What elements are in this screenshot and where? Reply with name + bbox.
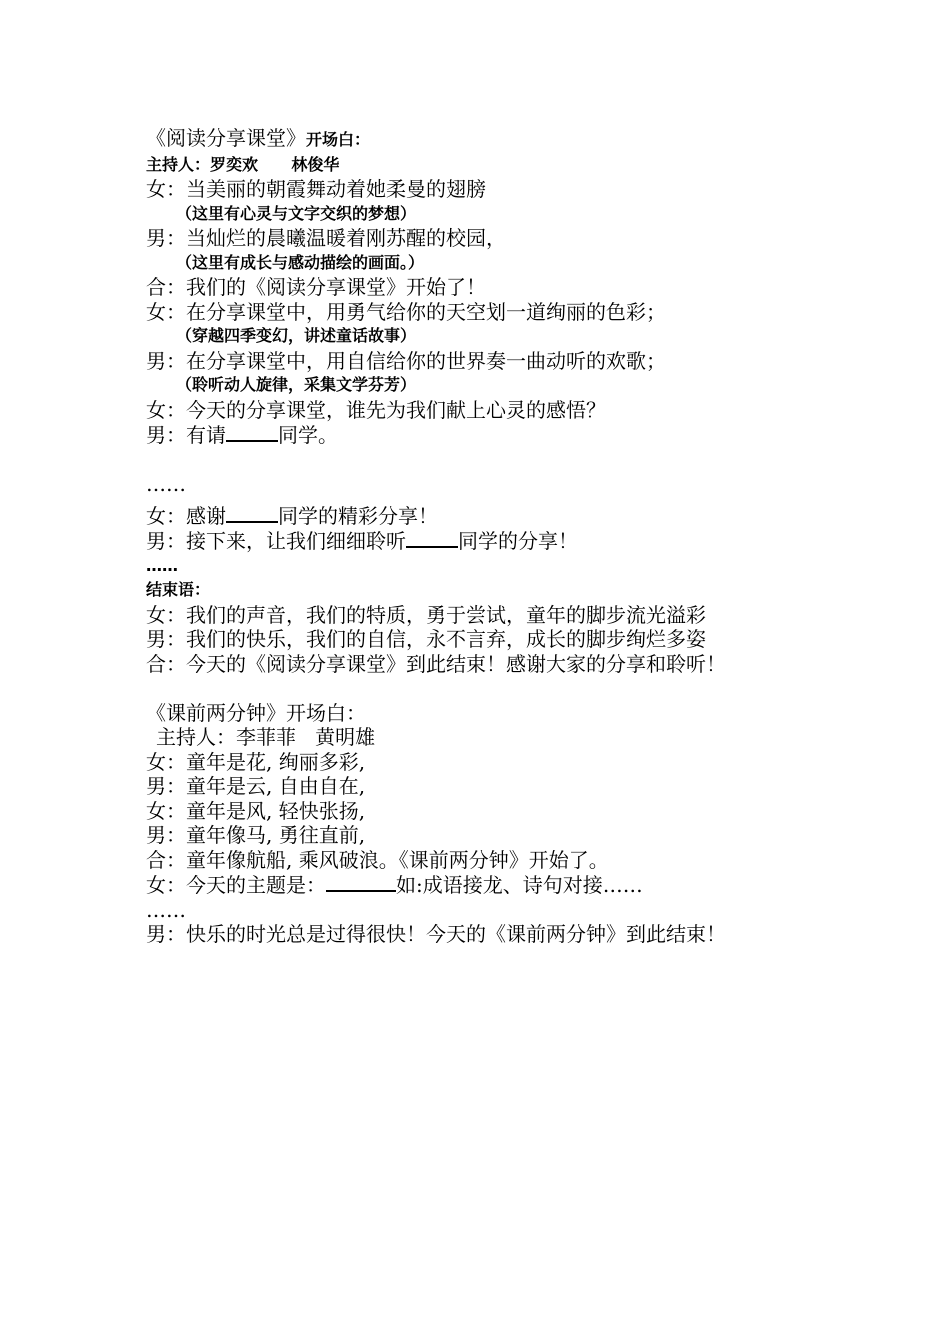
ellipsis: …… bbox=[146, 555, 178, 575]
document-page bbox=[146, 126, 846, 947]
thanks-prefix: 女：感谢 bbox=[146, 503, 226, 528]
next-suffix: 同学的分享！ bbox=[458, 529, 578, 553]
reading-hosts: 主持人：罗奕欢 林俊华 bbox=[146, 154, 340, 174]
invite-line bbox=[146, 422, 846, 448]
two-minutes-title: 《课前两分钟》开场白： bbox=[146, 700, 366, 725]
two-minutes-hosts: 主持人：李菲菲 黄明雄 bbox=[156, 725, 376, 749]
script-note: （这里有成长与感动描绘的画面。） bbox=[176, 252, 425, 272]
script-line: 女：今天的分享课堂，谁先为我们献上心灵的感悟？ bbox=[146, 397, 606, 422]
reading-title-suffix: 开场白： bbox=[306, 130, 371, 149]
spacer bbox=[146, 448, 846, 473]
script-line: 合：我们的《阅读分享课堂》开始了！ bbox=[146, 275, 486, 299]
name-blank bbox=[226, 422, 278, 442]
theme-line bbox=[146, 872, 846, 898]
spacer bbox=[146, 676, 846, 701]
closing-title: 结束语： bbox=[146, 580, 211, 599]
script-line: 合：童年像航船, 乘风破浪。《课前两分钟》开始了。 bbox=[146, 847, 609, 872]
script-note: （穿越四季变幻，讲述童话故事） bbox=[176, 326, 417, 345]
script-line: 女：童年是风, 轻快张扬, bbox=[146, 798, 366, 823]
end-line: 男：快乐的时光总是过得很快！今天的《课前两分钟》到此结束！ bbox=[146, 922, 726, 946]
reading-title bbox=[146, 126, 846, 153]
reading-title-name: 《阅读分享课堂》 bbox=[146, 126, 306, 150]
script-line: 男：在分享课堂中，用自信给你的世界奏一曲动听的欢歌； bbox=[146, 348, 666, 373]
closing-line: 女：我们的声音，我们的特质，勇于尝试，童年的脚步流光溢彩 bbox=[146, 602, 706, 627]
closing-line: 合：今天的《阅读分享课堂》到此结束！感谢大家的分享和聆听！ bbox=[146, 651, 726, 676]
script-note: （聆听动人旋律，采集文学芬芳） bbox=[176, 375, 417, 394]
script-line: 男：童年是云, 自由自在, bbox=[146, 774, 366, 798]
name-blank bbox=[406, 528, 458, 548]
theme-suffix: 如:成语接龙、诗句对接…… bbox=[396, 873, 643, 897]
next-prefix: 男：接下来，让我们细细聆听 bbox=[146, 529, 406, 553]
script-note: （这里有心灵与文字交织的梦想） bbox=[176, 203, 417, 223]
closing-line: 男：我们的快乐，我们的自信，永不言弃，成长的脚步绚烂多姿 bbox=[146, 627, 706, 651]
thanks-line bbox=[146, 503, 846, 529]
script-line: 女：童年是花, 绚丽多彩, bbox=[146, 749, 366, 774]
theme-blank bbox=[326, 872, 396, 892]
invite-prefix: 男：有请 bbox=[146, 423, 226, 447]
thanks-suffix: 同学的精彩分享！ bbox=[278, 503, 438, 528]
script-line: 女：在分享课堂中，用勇气给你的天空划一道绚丽的色彩； bbox=[146, 299, 666, 324]
name-blank bbox=[226, 503, 278, 523]
script-line: 男：童年像马, 勇往直前, bbox=[146, 823, 366, 847]
next-line bbox=[146, 528, 846, 554]
script-line: 女：当美丽的朝霞舞动着她柔曼的翅膀 bbox=[146, 177, 486, 201]
ellipsis: …… bbox=[146, 897, 186, 922]
theme-prefix: 女：今天的主题是： bbox=[146, 873, 326, 897]
ellipsis: …… bbox=[146, 472, 186, 496]
script-line: 男：当灿烂的晨曦温暖着刚苏醒的校园， bbox=[146, 226, 506, 250]
invite-suffix: 同学。 bbox=[278, 423, 338, 447]
